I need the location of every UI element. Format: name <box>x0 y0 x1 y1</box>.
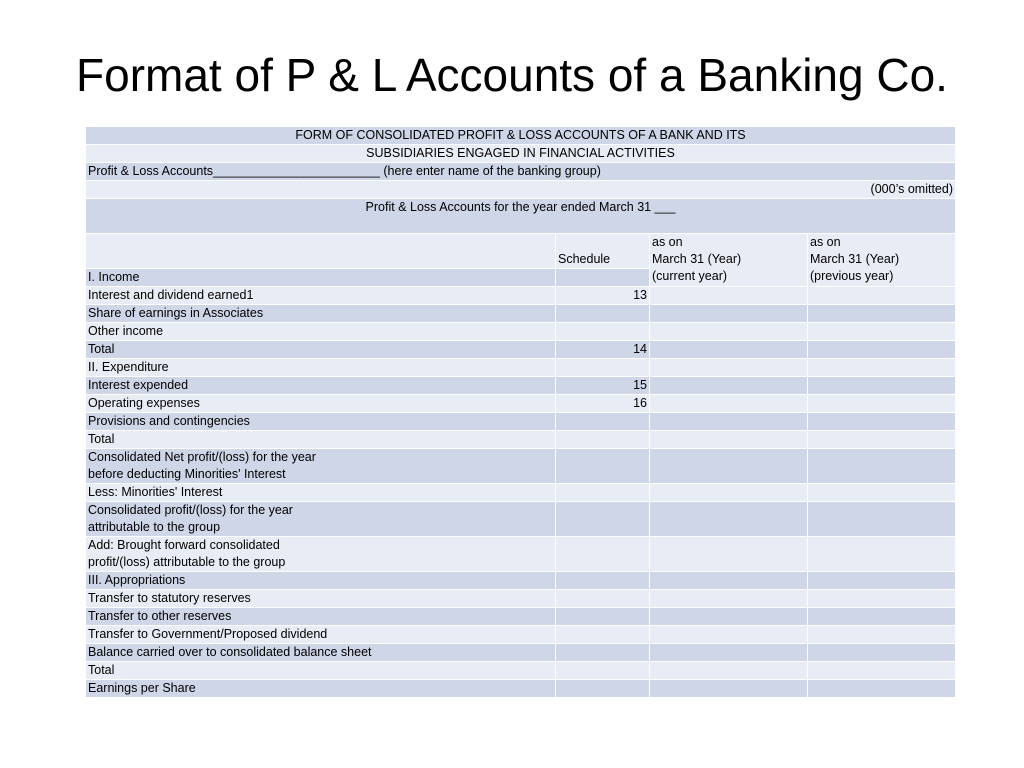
line-item-schedule <box>556 590 650 608</box>
current-year-value <box>650 608 808 626</box>
period-row <box>86 199 956 234</box>
line-item-label: III. Appropriations <box>86 572 556 590</box>
line-item-row <box>86 359 956 377</box>
line-item-label: Interest expended <box>86 377 556 395</box>
current-year-value <box>650 359 808 377</box>
line-item-row <box>86 608 956 626</box>
line-item-label: I. Income <box>86 269 556 287</box>
current-year-header: as on March 31 (Year) (current year) <box>650 234 808 287</box>
previous-year-value <box>808 305 956 323</box>
previous-year-value <box>808 590 956 608</box>
line-item-schedule <box>556 323 650 341</box>
previous-year-value <box>808 395 956 413</box>
line-item-schedule: 15 <box>556 377 650 395</box>
column-header-row <box>86 234 956 269</box>
heading-row-2 <box>86 145 956 163</box>
line-item-label: Other income <box>86 323 556 341</box>
line-item-label: Add: Brought forward consolidated profit/(loss) attributable to the group <box>86 537 556 572</box>
line-item-label: Interest and dividend earned1 <box>86 287 556 305</box>
line-item-row <box>86 537 956 572</box>
previous-year-value <box>808 287 956 305</box>
previous-year-value <box>808 502 956 537</box>
schedule-header: Schedule <box>556 234 650 269</box>
line-item-schedule: 13 <box>556 287 650 305</box>
current-year-value <box>650 572 808 590</box>
current-year-value <box>650 323 808 341</box>
previous-year-value <box>808 377 956 395</box>
line-item-row <box>86 341 956 359</box>
period-line: Profit & Loss Accounts for the year ended March 31 ___ <box>86 199 956 234</box>
line-item-schedule <box>556 662 650 680</box>
line-item-label: II. Expenditure <box>86 359 556 377</box>
previous-year-value <box>808 662 956 680</box>
line-item-label: Share of earnings in Associates <box>86 305 556 323</box>
current-year-value <box>650 431 808 449</box>
line-item-label: Transfer to Government/Proposed dividend <box>86 626 556 644</box>
current-year-value <box>650 341 808 359</box>
previous-year-value <box>808 572 956 590</box>
current-year-value <box>650 537 808 572</box>
line-item-row <box>86 287 956 305</box>
current-year-value <box>650 484 808 502</box>
line-item-row <box>86 590 956 608</box>
previous-year-value <box>808 323 956 341</box>
current-year-value <box>650 287 808 305</box>
line-item-row <box>86 377 956 395</box>
current-year-value <box>650 590 808 608</box>
previous-year-value <box>808 537 956 572</box>
line-item-label: Total <box>86 431 556 449</box>
line-item-row <box>86 395 956 413</box>
line-item-row <box>86 484 956 502</box>
previous-year-value <box>808 341 956 359</box>
previous-year-value <box>808 449 956 484</box>
particulars-header <box>86 234 556 269</box>
line-item-row <box>86 662 956 680</box>
line-item-schedule: 16 <box>556 395 650 413</box>
form-heading-line1: FORM OF CONSOLIDATED PROFIT & LOSS ACCOUNTS OF A BANK AND ITS <box>86 127 956 145</box>
line-item-label: Less: Minorities' Interest <box>86 484 556 502</box>
line-item-row <box>86 502 956 537</box>
previous-year-value <box>808 484 956 502</box>
slide-title: Format of P & L Accounts of a Banking Co. <box>76 49 948 101</box>
line-item-schedule <box>556 608 650 626</box>
line-item-label: Consolidated Net profit/(loss) for the year before deducting Minorities' Interest <box>86 449 556 484</box>
line-item-row <box>86 680 956 698</box>
previous-year-value <box>808 680 956 698</box>
current-year-value <box>650 502 808 537</box>
line-item-label: Total <box>86 662 556 680</box>
line-item-schedule <box>556 359 650 377</box>
line-item-schedule <box>556 413 650 431</box>
omitted-row <box>86 181 956 199</box>
line-item-schedule <box>556 537 650 572</box>
line-item-label: Consolidated profit/(loss) for the year attributable to the group <box>86 502 556 537</box>
current-year-value <box>650 449 808 484</box>
line-item-label: Balance carried over to consolidated balance sheet <box>86 644 556 662</box>
line-item-schedule <box>556 572 650 590</box>
line-item-row <box>86 572 956 590</box>
line-item-schedule <box>556 431 650 449</box>
line-item-label: Total <box>86 341 556 359</box>
current-year-value <box>650 413 808 431</box>
line-item-schedule <box>556 484 650 502</box>
current-year-value <box>650 662 808 680</box>
line-item-row <box>86 431 956 449</box>
previous-year-value <box>808 431 956 449</box>
line-item-row <box>86 413 956 431</box>
previous-year-value <box>808 413 956 431</box>
pl-format-table <box>85 126 956 698</box>
line-item-schedule <box>556 626 650 644</box>
line-item-schedule <box>556 680 650 698</box>
previous-year-value <box>808 644 956 662</box>
current-year-value <box>650 626 808 644</box>
form-heading-line2: SUBSIDIARIES ENGAGED IN FINANCIAL ACTIVITIES <box>86 145 956 163</box>
line-item-label: Operating expenses <box>86 395 556 413</box>
line-item-label: Earnings per Share <box>86 680 556 698</box>
previous-year-value <box>808 626 956 644</box>
current-year-value <box>650 305 808 323</box>
current-year-value <box>650 680 808 698</box>
previous-year-value <box>808 359 956 377</box>
line-item-schedule: 14 <box>556 341 650 359</box>
current-year-value <box>650 377 808 395</box>
name-row <box>86 163 956 181</box>
line-item-label: Transfer to other reserves <box>86 608 556 626</box>
line-item-schedule <box>556 305 650 323</box>
line-item-schedule <box>556 269 650 287</box>
bank-name-line: Profit & Loss Accounts________________________ (here enter name of the banking group) <box>86 163 956 181</box>
line-item-label: Transfer to statutory reserves <box>86 590 556 608</box>
line-item-schedule <box>556 644 650 662</box>
line-item-row <box>86 323 956 341</box>
line-item-schedule <box>556 502 650 537</box>
previous-year-value <box>808 608 956 626</box>
line-item-row <box>86 626 956 644</box>
line-item-schedule <box>556 449 650 484</box>
heading-row-1 <box>86 127 956 145</box>
line-item-row <box>86 305 956 323</box>
previous-year-header: as on March 31 (Year) (previous year) <box>808 234 956 287</box>
line-item-row <box>86 449 956 484</box>
line-item-label: Provisions and contingencies <box>86 413 556 431</box>
current-year-value <box>650 395 808 413</box>
line-item-row <box>86 644 956 662</box>
current-year-value <box>650 644 808 662</box>
omitted-note: (000’s omitted) <box>86 181 956 199</box>
